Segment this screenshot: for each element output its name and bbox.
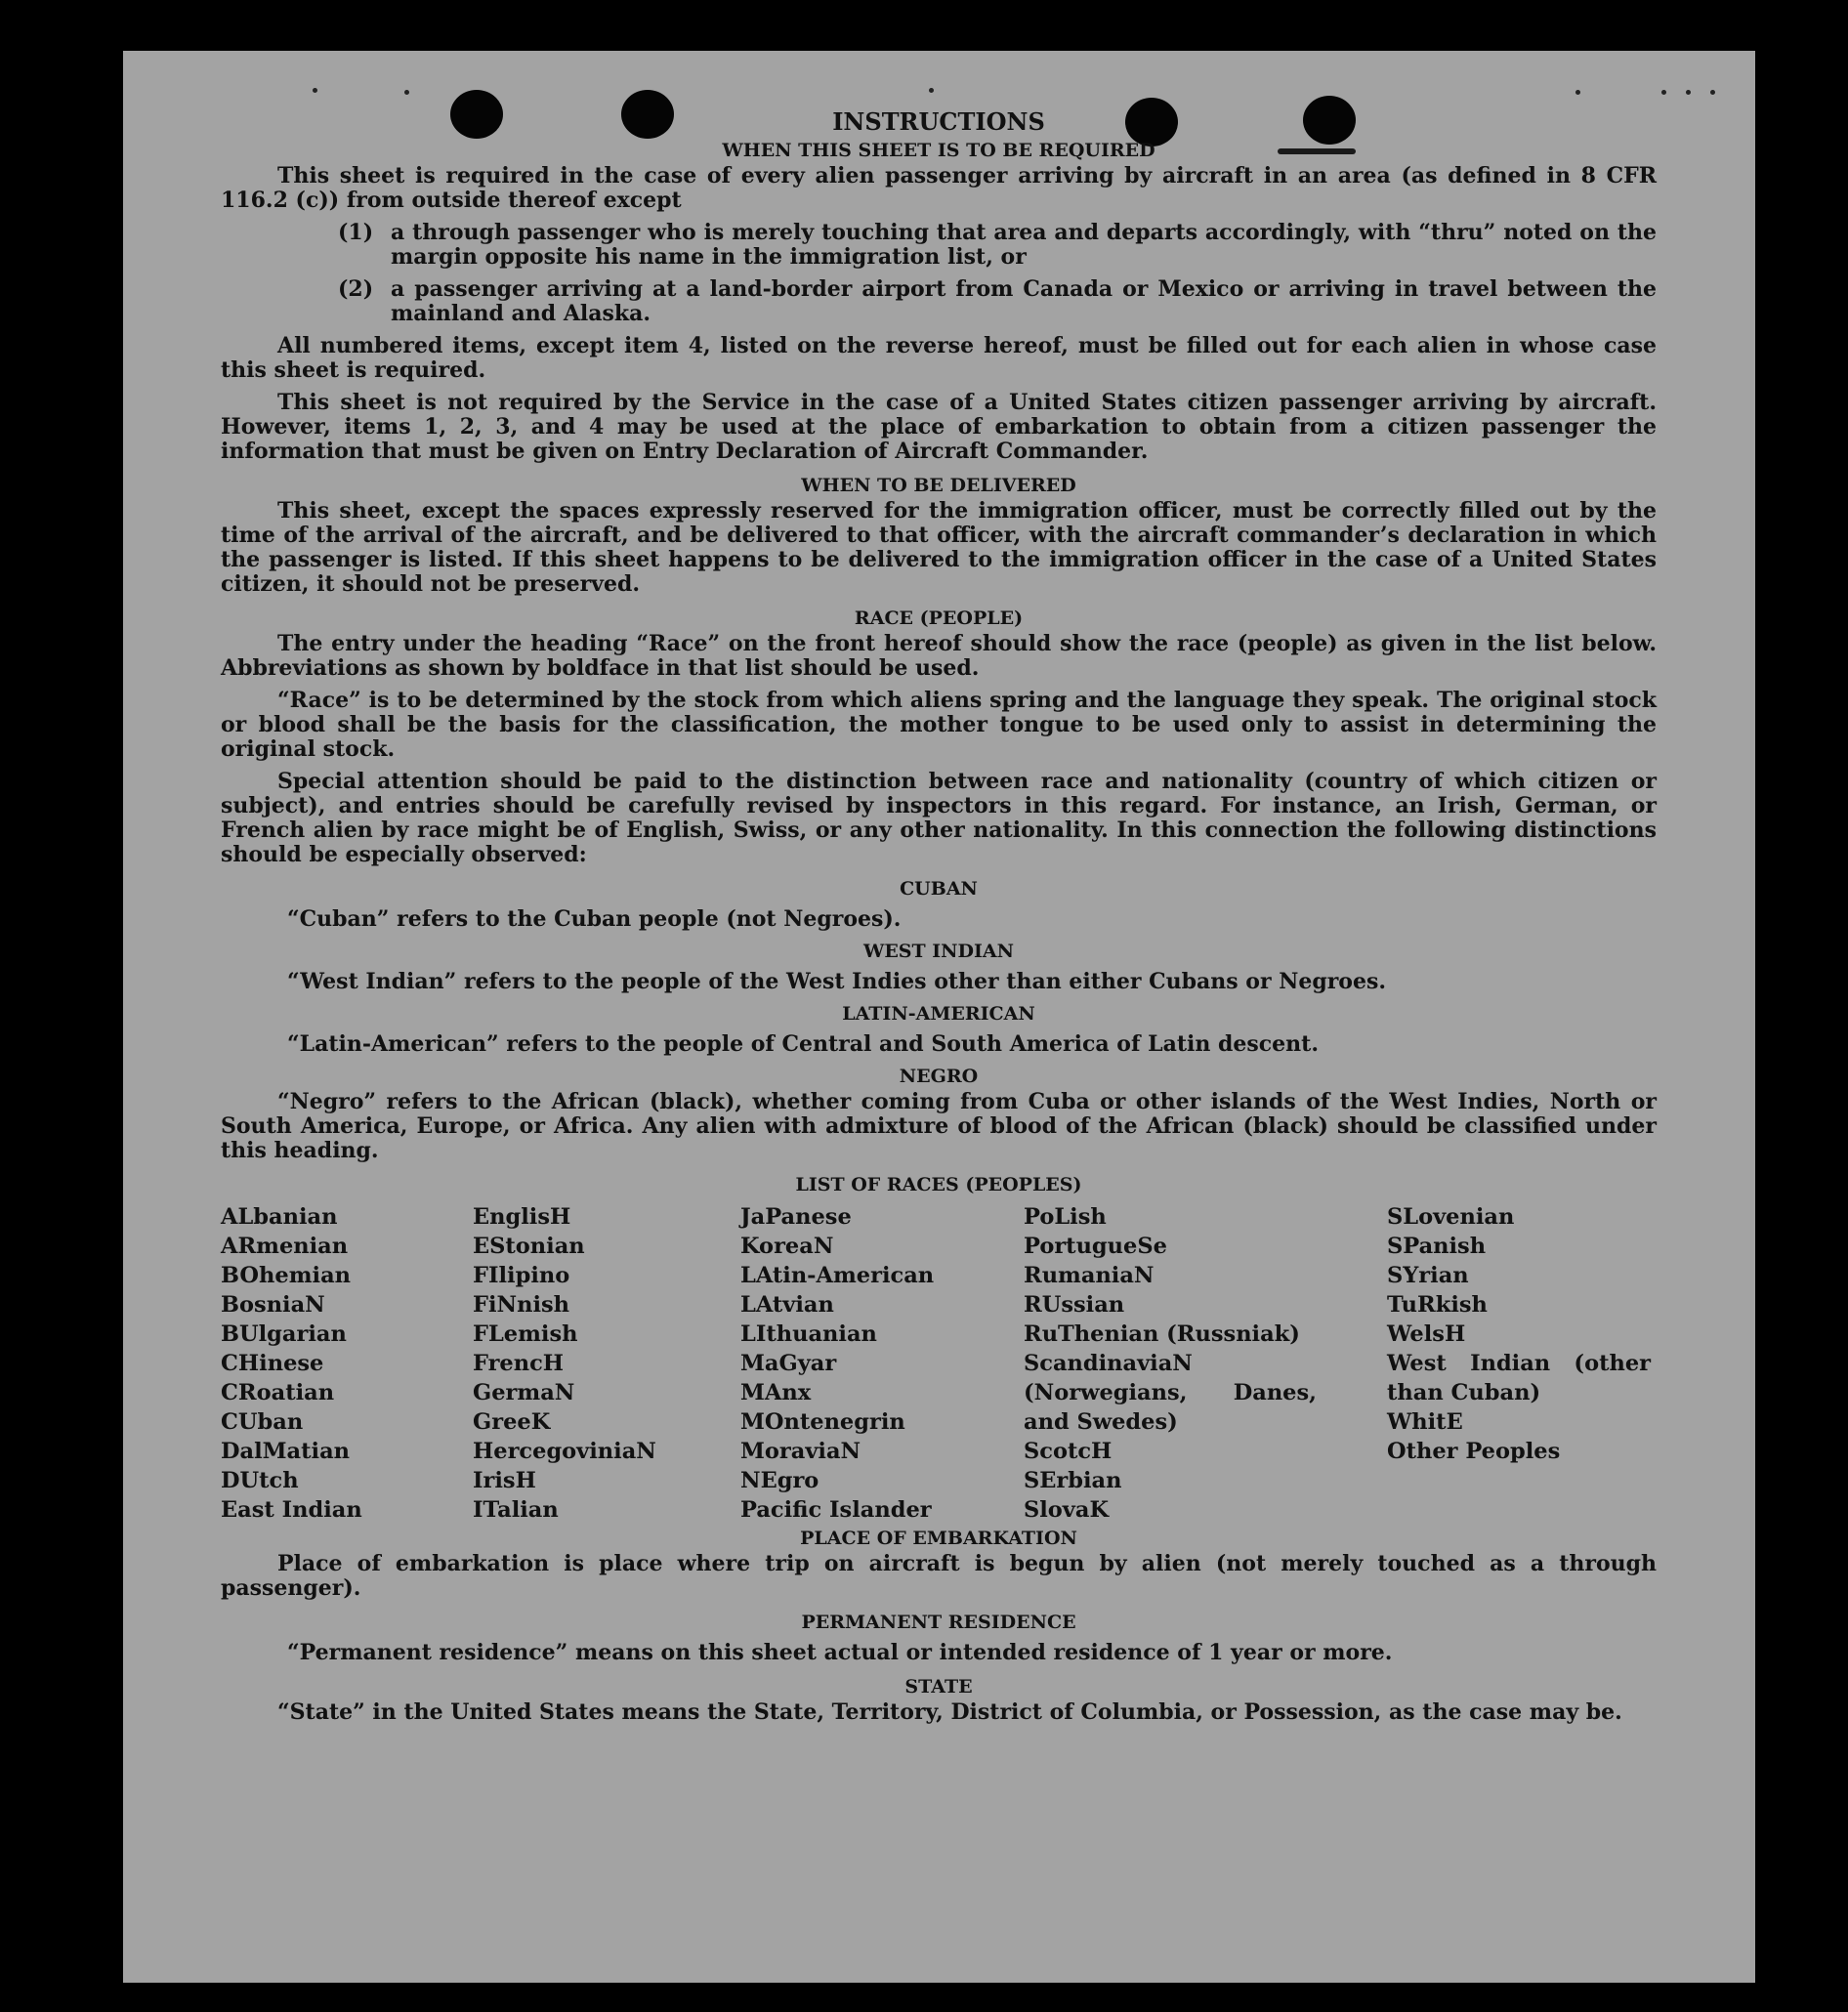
race-entry: RUssian <box>1024 1292 1125 1318</box>
race-entry: ScotcH <box>1024 1439 1113 1464</box>
required-intro: This sheet is required in the case of every alien passenger arriving by aircraft in an area (as defined in 8 CFR 116.2 (c)) from outside thereof except <box>221 163 1657 213</box>
race-entry: WhitE <box>1387 1409 1463 1435</box>
race-entry: DalMatian <box>221 1439 351 1464</box>
races-column-4 <box>1024 1202 1317 1525</box>
negro-text: “Negro” refers to the African (black), whether coming from Cuba or other islands of the West Indies, North or South America, Europe, or Africa. Any alien with admixture of blood of the African (black) should be classified under this heading. <box>221 1089 1657 1163</box>
section-heading-west-indian: WEST INDIAN <box>862 941 1015 962</box>
race-entry: CRoatian <box>221 1380 335 1405</box>
speck <box>1686 90 1691 95</box>
section-heading-delivered: WHEN TO BE DELIVERED <box>801 475 1076 496</box>
race-entry: IrisH <box>473 1468 536 1493</box>
race-entry: BOhemian <box>221 1263 352 1288</box>
section-heading-required: WHEN THIS SHEET IS TO BE REQUIRED <box>722 140 1155 161</box>
race-entry: CUban <box>221 1409 304 1435</box>
race-entry: GermaN <box>473 1380 575 1405</box>
race-para-3: Special attention should be paid to the distinction between race and nationality (country of which citizen or subject), and entries should be carefully revised by inspectors in this regard. For instance, an Irish, German, or French alien by race might be of English, Swiss, or any other nationality. In this connection the following distinctions should be especially observed: <box>221 769 1657 867</box>
race-entry: KoreaN <box>740 1234 834 1259</box>
race-entry: NEgro <box>740 1468 819 1493</box>
cuban-text: “Cuban” refers to the Cuban people (not Negroes). <box>287 906 902 932</box>
race-entry: ScandinaviaN (Norwegians, Danes, and Swedes) <box>1024 1351 1317 1435</box>
race-entry: SlovaK <box>1024 1497 1110 1523</box>
race-entry: PortugueSe <box>1024 1234 1167 1259</box>
race-entry: SYrian <box>1387 1263 1469 1288</box>
race-entry: RumaniaN <box>1024 1263 1155 1288</box>
residence-text: “Permanent residence” means on this sheet actual or intended residence of 1 year or more. <box>287 1640 1393 1665</box>
race-entry: EStonian <box>473 1234 585 1259</box>
race-entry: HercegoviniaN <box>473 1439 656 1464</box>
race-entry: JaPanese <box>740 1204 852 1230</box>
item-text: a through passenger who is merely touching that area and departs accordingly, with “thru” noted on the margin opposite his name in the immigration list, or <box>391 220 1657 270</box>
section-heading-negro: NEGRO <box>899 1066 979 1087</box>
speck <box>313 88 317 93</box>
item-text: a passenger arriving at a land-border airport from Canada or Mexico or arriving in travel between the mainland and Alaska. <box>391 276 1657 326</box>
section-heading-race: RACE (PEOPLE) <box>854 608 1024 629</box>
race-entry: GreeK <box>473 1409 551 1435</box>
section-heading-latin-american: LATIN-AMERICAN <box>842 1003 1035 1025</box>
section-heading-residence: PERMANENT RESIDENCE <box>801 1612 1076 1633</box>
race-entry: FrencH <box>473 1351 565 1376</box>
required-para-3: This sheet is not required by the Service in the case of a United States citizen passenger arriving by aircraft. However, items 1, 2, 3, and 4 may be used at the place of embarkation to obtain from a citizen passenger the information that must be given on Entry Declaration of Aircraft Commander. <box>221 390 1657 464</box>
race-para-1: The entry under the heading “Race” on the front hereof should show the race (people) as given in the list below. Abbreviations as shown by boldface in that list should be used. <box>221 631 1657 681</box>
race-entry: FLemish <box>473 1321 578 1347</box>
race-entry: LIthuanian <box>740 1321 877 1347</box>
speck <box>1710 90 1715 95</box>
race-entry: MOntenegrin <box>740 1409 905 1435</box>
section-heading-cuban: CUBAN <box>900 878 978 900</box>
race-entry: PoLish <box>1024 1204 1107 1230</box>
race-entry: Pacific Islander <box>740 1497 932 1523</box>
race-entry: ITalian <box>473 1497 559 1523</box>
exception-item <box>338 221 1657 270</box>
races-column-1 <box>221 1202 473 1525</box>
race-entry: MoraviaN <box>740 1439 861 1464</box>
race-entry: RuThenian (Russniak) <box>1024 1321 1300 1347</box>
race-entry: SLovenian <box>1387 1204 1515 1230</box>
race-entry: MAnx <box>740 1380 812 1405</box>
instructions-content <box>221 107 1657 1725</box>
section-heading-state: STATE <box>904 1676 973 1698</box>
item-number: (1) <box>338 220 374 245</box>
section-heading-races-list: LIST OF RACES (PEOPLES) <box>795 1174 1082 1195</box>
race-entry: West Indian (other than Cuban) <box>1387 1351 1651 1405</box>
page-title: INSTRUCTIONS <box>832 107 1045 136</box>
race-para-2: “Race” is to be determined by the stock from which aliens spring and the language they speak. The original stock or blood shall be the basis for the classification, the mother tongue to be used only to assist in determining the original stock. <box>221 688 1657 762</box>
race-entry: CHinese <box>221 1351 324 1376</box>
embarkation-text: Place of embarkation is place where trip on aircraft is begun by alien (not merely touched as a through passenger). <box>221 1551 1657 1601</box>
west-indian-text: “West Indian” refers to the people of the West Indies other than either Cubans or Negroes. <box>287 969 1387 994</box>
race-entry: East Indian <box>221 1497 362 1523</box>
required-para-2: All numbered items, except item 4, listed on the reverse hereof, must be filled out for each alien in whose case this sheet is required. <box>221 333 1657 383</box>
speck <box>929 88 934 93</box>
races-column-5 <box>1387 1202 1651 1525</box>
race-entry: LAtvian <box>740 1292 834 1318</box>
race-entry: ARmenian <box>221 1234 349 1259</box>
state-text: “State” in the United States means the State, Territory, District of Columbia, or Possession, as the case may be. <box>277 1699 1622 1725</box>
races-column-2 <box>473 1202 740 1525</box>
item-number: (2) <box>338 276 374 302</box>
races-column-3 <box>740 1202 1024 1525</box>
race-entry: WelsH <box>1387 1321 1466 1347</box>
races-list <box>221 1202 1657 1525</box>
race-entry: TuRkish <box>1387 1292 1488 1318</box>
race-entry: LAtin-American <box>740 1263 935 1288</box>
race-entry: DUtch <box>221 1468 299 1493</box>
race-entry: SPanish <box>1387 1234 1487 1259</box>
speck <box>1575 90 1580 95</box>
latin-american-text: “Latin-American” refers to the people of Central and South America of Latin descent. <box>287 1031 1319 1057</box>
race-entry: FiNnish <box>473 1292 570 1318</box>
speck <box>1661 90 1666 95</box>
exception-item <box>338 277 1657 326</box>
race-entry: FIlipino <box>473 1263 570 1288</box>
race-entry: MaGyar <box>740 1351 837 1376</box>
section-heading-embarkation: PLACE OF EMBARKATION <box>800 1528 1077 1549</box>
race-entry: BosniaN <box>221 1292 325 1318</box>
race-entry: ALbanian <box>221 1204 338 1230</box>
race-entry: BUlgarian <box>221 1321 347 1347</box>
speck <box>404 90 409 95</box>
race-entry: SErbian <box>1024 1468 1122 1493</box>
delivered-text: This sheet, except the spaces expressly reserved for the immigration officer, must be correctly filled out by the time of the arrival of the aircraft, and be delivered to that officer, with the aircraft commander’s declaration in which the passenger is listed. If this sheet happens to be delivered to the immigration officer in the case of a United States citizen, it should not be preserved. <box>221 498 1657 597</box>
race-entry: EnglisH <box>473 1204 571 1230</box>
document-sheet <box>123 51 1755 1983</box>
race-entry: Other Peoples <box>1387 1439 1561 1464</box>
